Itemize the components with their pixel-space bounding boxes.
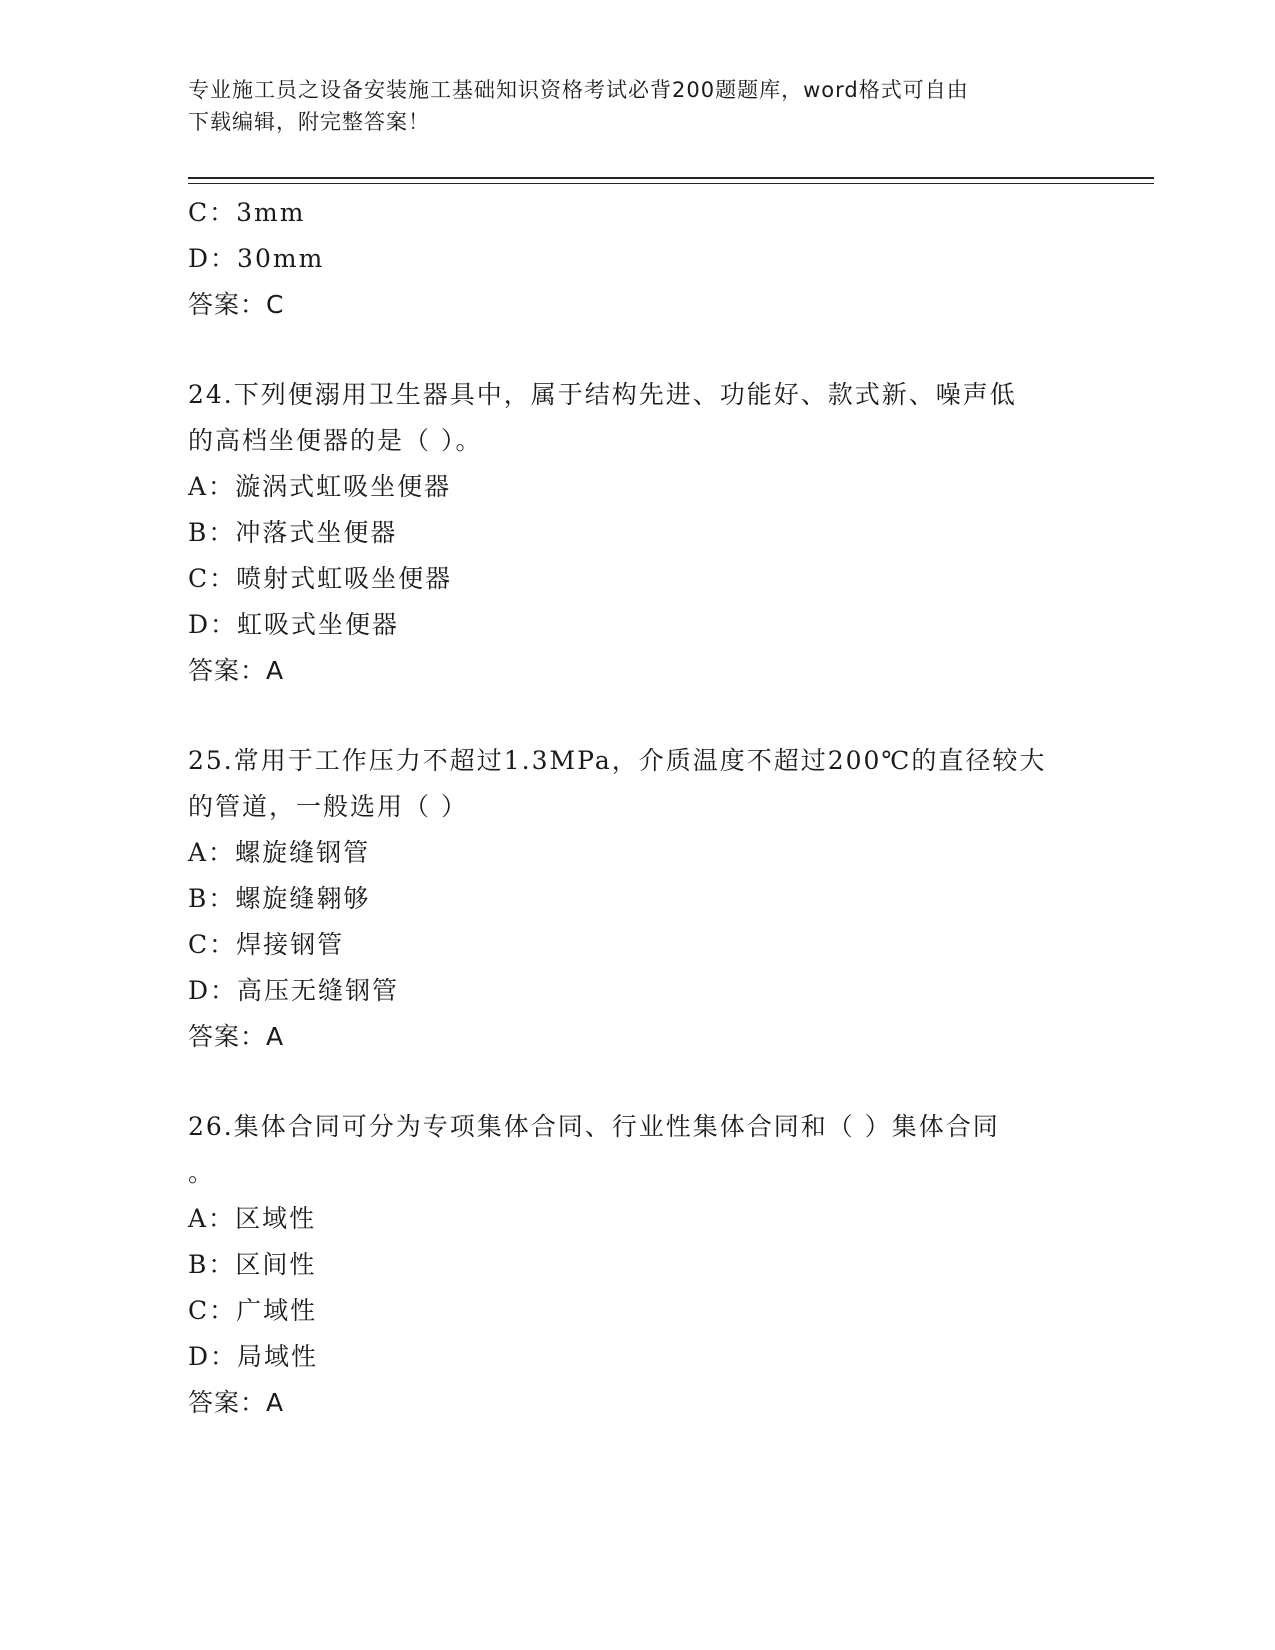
answer-line: 答案：C: [188, 290, 285, 319]
question-25: [188, 738, 1088, 1060]
option-text: 高压无缝钢管: [237, 976, 400, 1005]
option-line: [188, 190, 1088, 236]
option-line: [188, 968, 1088, 1014]
question-text-line: 的管道，一般选用（ ）: [188, 792, 468, 821]
question-text-line: 24.下列便溺用卫生器具中，属于结构先进、功能好、款式新、噪声低: [188, 380, 1017, 409]
question-24: [188, 372, 1088, 694]
option-label: B：: [188, 884, 236, 913]
option-line: [188, 602, 1088, 648]
option-text: 螺旋缝钢管: [235, 838, 371, 867]
option-label: D：: [188, 610, 238, 639]
option-text: 冲落式坐便器: [235, 518, 398, 547]
page-header: [188, 74, 1088, 138]
question-text-line: 。: [188, 1158, 216, 1187]
option-text: 焊接钢管: [236, 930, 345, 959]
header-divider-thick: [188, 177, 1154, 179]
option-label: D：: [188, 1342, 238, 1371]
option-text: 广域性: [236, 1296, 318, 1325]
option-line: [188, 1334, 1088, 1380]
option-text: 局域性: [237, 1342, 319, 1371]
option-line: [188, 830, 1088, 876]
option-label: C：: [188, 198, 237, 227]
option-line: [188, 1288, 1088, 1334]
option-label: D：: [188, 244, 238, 273]
option-label: C：: [188, 1296, 237, 1325]
option-label: C：: [188, 564, 237, 593]
option-line: [188, 556, 1088, 602]
option-label: D：: [188, 976, 238, 1005]
spacer: [188, 328, 1088, 372]
option-text: 螺旋缝翱够: [235, 884, 371, 913]
header-line-2: 下载编辑，附完整答案！: [188, 110, 430, 134]
option-label: C：: [188, 930, 237, 959]
option-text: 虹吸式坐便器: [237, 610, 400, 639]
option-line: [188, 1242, 1088, 1288]
option-text: 区域性: [235, 1204, 317, 1233]
option-text: 漩涡式虹吸坐便器: [235, 472, 452, 501]
question-text-line: 的高档坐便器的是（ ）。: [188, 426, 483, 455]
option-label: B：: [188, 1250, 236, 1279]
option-line: [188, 922, 1088, 968]
option-line: [188, 464, 1088, 510]
question-text-line: 26.集体合同可分为专项集体合同、行业性集体合同和（ ）集体合同: [188, 1112, 1000, 1141]
spacer: [188, 1060, 1088, 1104]
option-label: A：: [188, 1204, 236, 1233]
header-line-1: 专业施工员之设备安装施工基础知识资格考试必背200题题库，word格式可自由: [188, 78, 969, 102]
spacer: [188, 694, 1088, 738]
question-text-line: 25.常用于工作压力不超过1.3MPa，介质温度不超过200℃的直径较大: [188, 746, 1047, 775]
option-line: [188, 876, 1088, 922]
option-text: 30mm: [237, 244, 325, 273]
answer-line: 答案：A: [188, 1388, 285, 1417]
option-label: A：: [188, 838, 236, 867]
header-divider-thin: [188, 183, 1154, 184]
question-23-continued: [188, 190, 1088, 328]
option-text: 3mm: [236, 198, 306, 227]
option-text: 喷射式虹吸坐便器: [236, 564, 453, 593]
option-line: [188, 1196, 1088, 1242]
answer-line: 答案：A: [188, 1022, 285, 1051]
option-line: [188, 510, 1088, 556]
option-label: B：: [188, 518, 236, 547]
option-line: [188, 236, 1088, 282]
option-label: A：: [188, 472, 236, 501]
option-text: 区间性: [235, 1250, 317, 1279]
answer-line: 答案：A: [188, 656, 285, 685]
question-26: [188, 1104, 1088, 1426]
question-content: [188, 190, 1088, 1426]
